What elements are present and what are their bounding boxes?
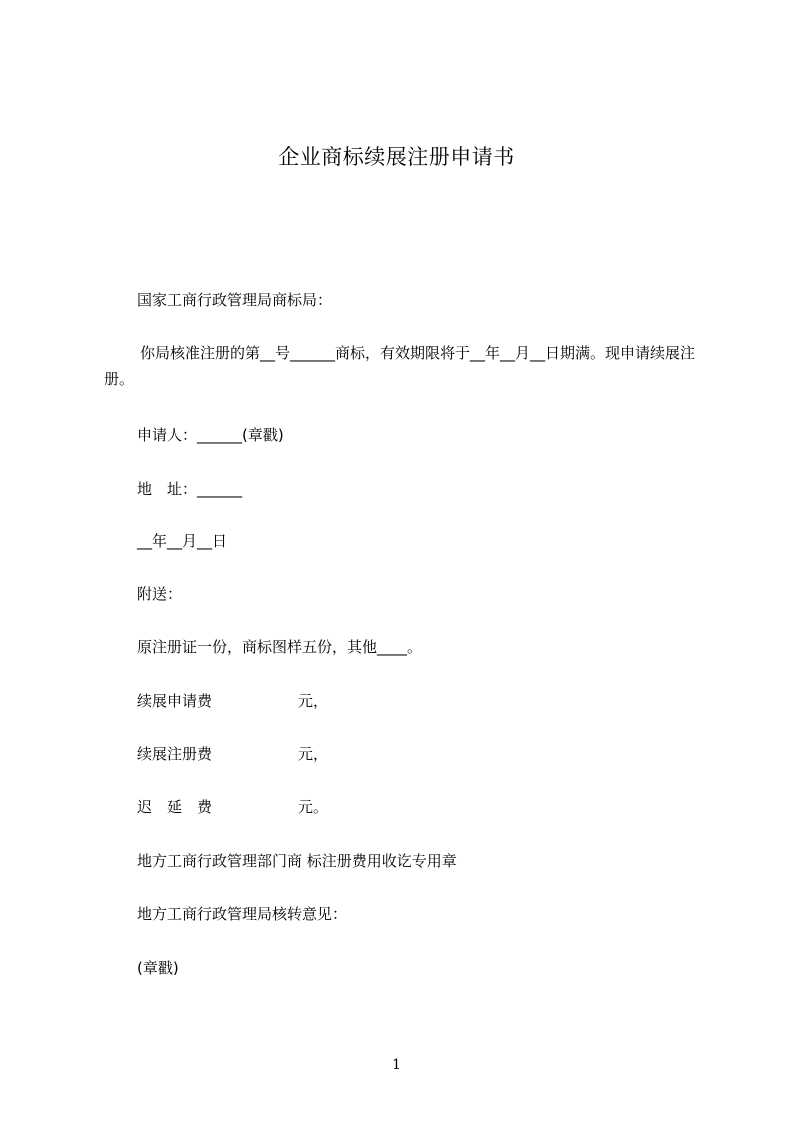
fee-label: 迟 延 费 bbox=[137, 798, 213, 816]
local-opinion-line: 地方工商行政管理局核转意见： bbox=[137, 905, 348, 923]
stamp-line: (章戳) bbox=[137, 959, 179, 977]
salutation: 国家工商行政管理局商标局： bbox=[137, 291, 333, 309]
page-number: 1 bbox=[392, 1057, 401, 1073]
fee-label: 续展申请费 bbox=[137, 692, 213, 710]
fee-unit: 元。 bbox=[298, 798, 329, 816]
fee-unit: 元， bbox=[298, 745, 329, 763]
body-paragraph: 你局核准注册的第__号______商标，有效期限将于__年__月__日期满。现申请续展注册。 bbox=[104, 344, 696, 388]
date-line: __年__月__日 bbox=[137, 532, 228, 550]
applicant-line: 申请人：______(章戳) bbox=[137, 426, 284, 444]
fee-row-late bbox=[137, 796, 328, 818]
fee-label: 续展注册费 bbox=[137, 745, 213, 763]
fee-row-renewal-application bbox=[137, 690, 328, 712]
fee-unit: 元， bbox=[298, 692, 329, 710]
attachments-label: 附送： bbox=[137, 585, 183, 603]
document-title: 企业商标续展注册申请书 bbox=[278, 145, 515, 169]
attachments-line: 原注册证一份，商标图样五份，其他____。 bbox=[137, 638, 423, 656]
address-line: 地 址：______ bbox=[137, 480, 243, 498]
local-office-line: 地方工商行政管理部门商 标注册费用收讫专用章 bbox=[137, 852, 457, 870]
fee-row-renewal-registration bbox=[137, 743, 328, 765]
